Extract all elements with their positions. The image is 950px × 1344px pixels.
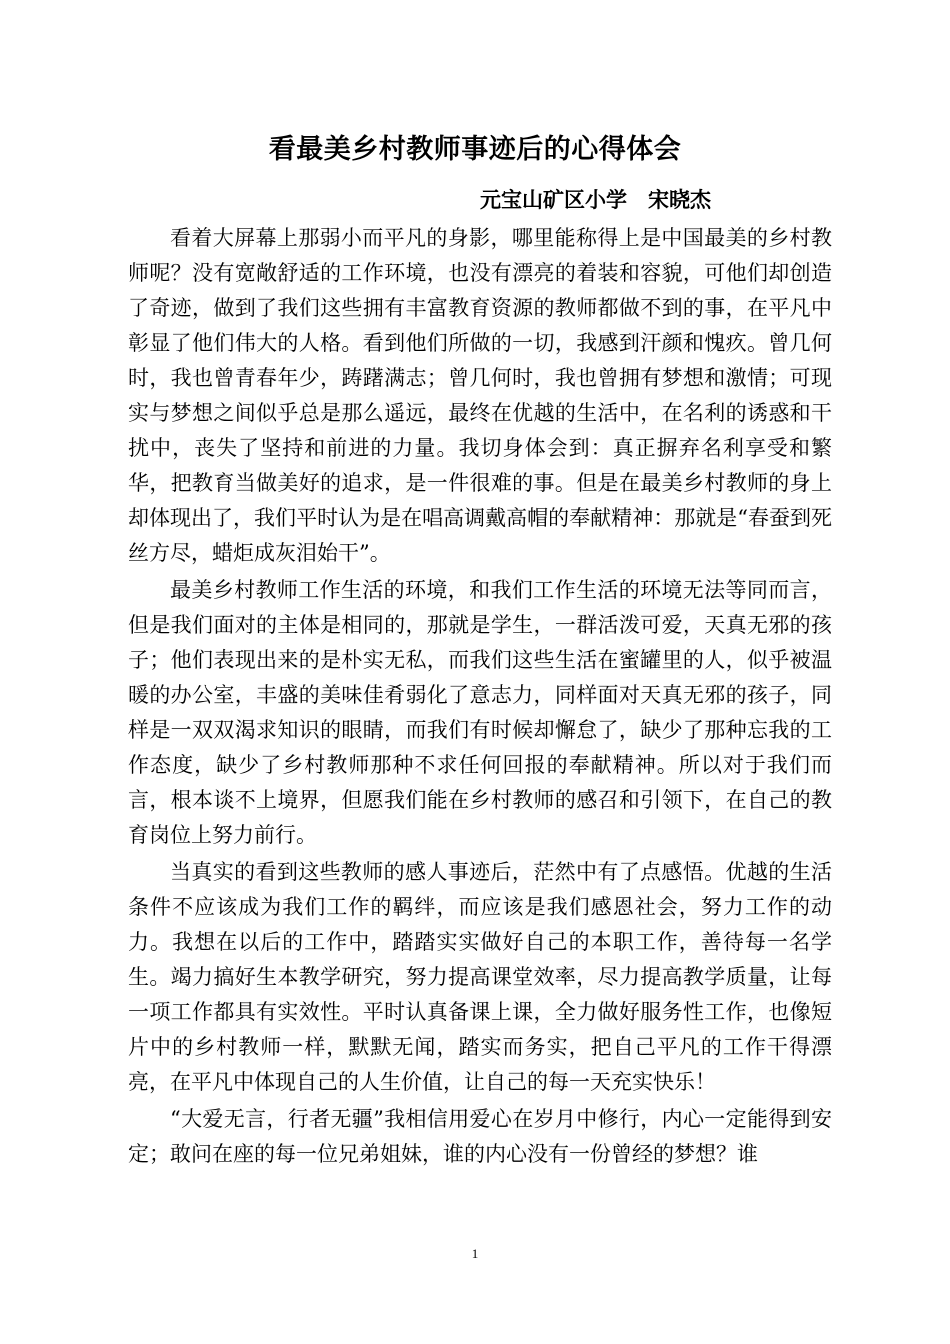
paragraph: 最美乡村教师工作生活的环境，和我们工作生活的环境无法等同而言，但是我们面对的主体是相同的，那就是学生，一群活泼可爱，天真无邪的孩子；他们表现出来的是朴实无私，而我们这些生活在蜜罐里的人，似乎被温暖的办公室，丰盛的美味佳肴弱化了意志力，同样面对天真无邪的孩子，同样是一双双渴求知识的眼睛，而我们有时候却懈怠了，缺少了那种忘我的工作态度，缺少了乡村教师那种不求任何回报的奉献精神。所以对于我们而言，根本谈不上境界，但愿我们能在乡村教师的感召和引领下，在自己的教育岗位上努力前行。 (128, 578, 832, 847)
author-line: 元宝山矿区小学 宋晓杰 (480, 188, 711, 212)
document-title: 看最美乡村教师事迹后的心得体会 (268, 134, 682, 165)
page-number: 1 (471, 1246, 479, 1261)
paragraph: 看着大屏幕上那弱小而平凡的身影，哪里能称得上是中国最美的乡村教师呢？没有宽敞舒适的工作环境，也没有漂亮的着装和容貌，可他们却创造了奇迹，做到了我们这些拥有丰富教育资源的教师都做不到的事，在平凡中彰显了他们伟大的人格。看到他们所做的一切，我感到汗颜和愧疚。曾几何时，我也曾青春年少，踌躇满志；曾几何时，我也曾拥有梦想和激情；可现实与梦想之间似乎总是那么遥远，最终在优越的生活中，在名利的诱惑和干扰中，丧失了坚持和前进的力量。我切身体会到：真正摒弃名利享受和繁华，把教育当做美好的追求，是一件很难的事。但是在最美乡村教师的身上却体现出了，我们平时认为是在唱高调戴高帽的奉献精神：那就是“春蚕到死丝方尽，蜡炬成灰泪始干”。 (128, 226, 832, 565)
document-body (128, 221, 832, 1172)
paragraph: “大爱无言，行者无疆”我相信用爱心在岁月中修行，内心一定能得到安定；敢问在座的每一位兄弟姐妹，谁的内心没有一份曾经的梦想？谁 (128, 1107, 832, 1166)
paragraph: 当真实的看到这些教师的感人事迹后，茫然中有了点感悟。优越的生活条件不应该成为我们工作的羁绊，而应该是我们感恩社会，努力工作的动力。我想在以后的工作中，踏踏实实做好自己的本职工作，善待每一名学生。竭力搞好生本教学研究，努力提高课堂效率，尽力提高教学质量，让每一项工作都具有实效性。平时认真备课上课，全力做好服务性工作，也像短片中的乡村教师一样，默默无闻，踏实而务实，把自己平凡的工作干得漂亮，在平凡中体现自己的人生价值，让自己的每一天充实快乐！ (128, 860, 832, 1094)
